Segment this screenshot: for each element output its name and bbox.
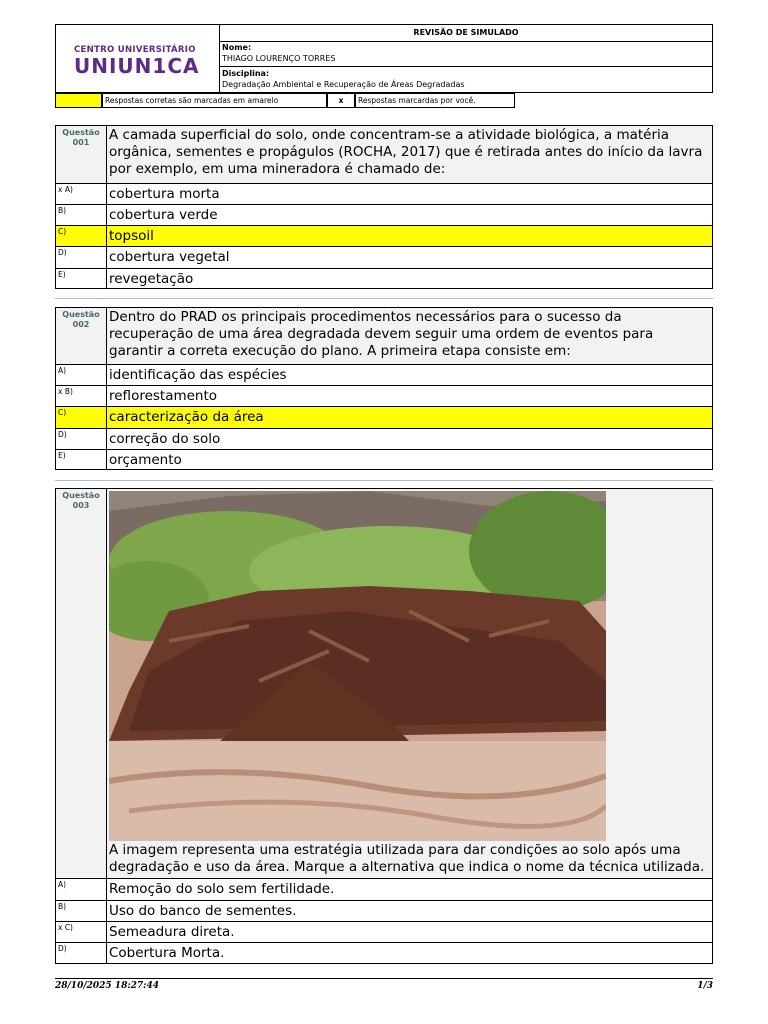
footer-rule — [55, 978, 713, 979]
answer-option[interactable] — [56, 364, 712, 385]
option-letter: x A) — [56, 184, 107, 204]
option-letter: E) — [56, 269, 107, 288]
question-card — [55, 307, 713, 470]
answer-option[interactable] — [56, 942, 712, 963]
university-logo — [56, 25, 220, 92]
option-text: cobertura vegetal — [109, 249, 230, 265]
answer-option[interactable] — [56, 900, 712, 921]
option-text: orçamento — [109, 452, 182, 468]
correct-legend-text: Respostas corretas são marcadas em amarelo — [102, 93, 327, 108]
discipline-name: Degradação Ambiental e Recuperação de Áreas Degradadas — [222, 80, 465, 89]
page-number: 1/3 — [697, 981, 713, 991]
question-number: 001 — [72, 138, 90, 147]
print-timestamp: 28/10/2025 18:27:44 — [55, 981, 160, 991]
question-number: 002 — [72, 320, 90, 329]
question-text: A imagem representa uma estratégia utilizada para dar condições ao solo após uma degradação e uso da área. Marque a alternativa que indica o nome da técnica utilizada. — [107, 489, 712, 878]
option-letter: B) — [56, 901, 107, 921]
option-letter: D) — [56, 429, 107, 449]
answer-option-correct[interactable] — [56, 406, 712, 428]
question-number-cell — [56, 126, 107, 183]
discipline-cell — [220, 67, 712, 92]
divider — [55, 298, 713, 299]
marked-legend-marker: x — [327, 93, 355, 108]
option-letter: B) — [56, 205, 107, 225]
answer-option[interactable] — [56, 183, 712, 204]
answer-option[interactable] — [56, 246, 712, 268]
option-letter: A) — [56, 365, 107, 385]
question-label: Questão — [62, 491, 100, 500]
divider — [55, 480, 713, 481]
student-name: THIAGO LOURENÇO TORRES — [222, 54, 336, 63]
question-label: Questão — [62, 310, 100, 319]
name-label: Nome: — [222, 43, 252, 52]
question-number-cell — [56, 308, 107, 364]
option-text: Semeadura direta. — [109, 924, 235, 940]
logo-subtitle: CENTRO UNIVERSITÁRIO — [74, 45, 196, 55]
question-card — [55, 488, 713, 964]
marked-legend-text: Respostas marcardas por você. — [355, 93, 515, 108]
option-letter: C) — [56, 226, 107, 246]
option-text: caracterização da área — [109, 409, 264, 425]
option-text: Remoção do solo sem fertilidade. — [109, 881, 335, 897]
document-title: REVISÃO DE SIMULADO — [220, 25, 712, 42]
option-letter: A) — [56, 879, 107, 900]
answer-option[interactable] — [56, 921, 712, 942]
answer-option[interactable] — [56, 449, 712, 469]
student-name-cell — [220, 41, 712, 67]
question-text: Dentro do PRAD os principais procedimentos necessários para o sucesso da recuperação de uma área degradada devem seguir uma ordem de eventos para garantir a correta execução do plano. A primeira etapa consiste em: — [107, 308, 712, 364]
option-text: cobertura morta — [109, 186, 220, 202]
exam-header — [55, 24, 713, 93]
answer-option[interactable] — [56, 204, 712, 225]
option-text: topsoil — [109, 228, 154, 244]
option-letter: D) — [56, 943, 107, 963]
option-letter: D) — [56, 247, 107, 268]
option-text: correção do solo — [109, 431, 221, 447]
answer-option[interactable] — [56, 385, 712, 406]
answer-option-correct[interactable] — [56, 225, 712, 246]
logo-wordmark: UNIUN1CA — [74, 54, 200, 78]
option-letter: x B) — [56, 386, 107, 406]
option-text: reflorestamento — [109, 388, 218, 404]
option-text: Uso do banco de sementes. — [109, 903, 297, 919]
option-text: Cobertura Morta. — [109, 945, 225, 961]
question-number: 003 — [72, 501, 90, 510]
option-letter: E) — [56, 450, 107, 469]
question-number-cell — [56, 489, 107, 878]
question-photo — [109, 491, 606, 841]
question-label: Questão — [62, 128, 100, 137]
option-text: revegetação — [109, 271, 194, 287]
discipline-label: Disciplina: — [222, 69, 270, 78]
answer-option[interactable] — [56, 878, 712, 900]
answer-option[interactable] — [56, 428, 712, 449]
answer-option[interactable] — [56, 268, 712, 288]
question-text: A camada superficial do solo, onde concentram-se a atividade biológica, a matéria orgânica, sementes e propágulos (ROCHA, 2017) que é retirada antes do início da lavra por exemplo, em uma mineradora é chamado de: — [107, 126, 712, 183]
option-text: identificação das espécies — [109, 367, 287, 383]
correct-color-swatch — [55, 93, 102, 108]
question-card — [55, 125, 713, 289]
option-letter: C) — [56, 407, 107, 428]
option-letter: x C) — [56, 922, 107, 942]
option-text: cobertura verde — [109, 207, 218, 223]
